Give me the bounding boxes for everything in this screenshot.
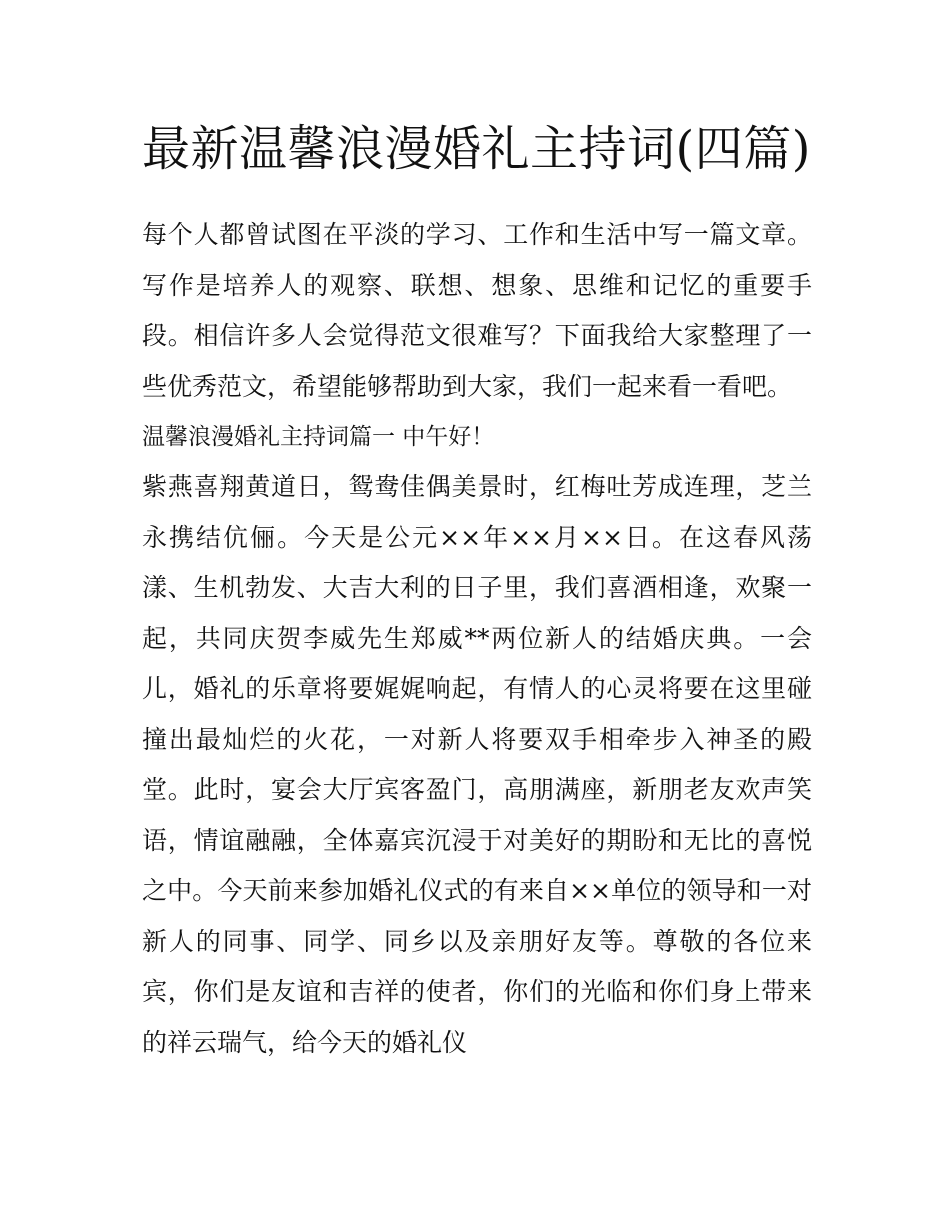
document-page [142,110,812,1068]
section-heading: 温馨浪漫婚礼主持词篇一 中午好！ [142,424,495,450]
body-paragraph: 紫燕喜翔黄道日，鸳鸯佳偶美景时，红梅吐芳成连理，芝兰永携结伉俪。今天是公元××年××月××日。在这春风荡漾、生机勃发、大吉大利的日子里，我们喜酒相逢，欢聚一起，共同庆贺李威先生郑威**两位新人的结婚庆典。一会儿，婚礼的乐章将要娓娓响起，有情人的心灵将要在这里碰撞出最灿烂的火花，一对新人将要双手相牵步入神圣的殿堂。此时，宴会大厅宾客盈门，高朋满座，新朋老友欢声笑语，情谊融融，全体嘉宾沉浸于对美好的期盼和无比的喜悦之中。今天前来参加婚礼仪式的有来自××单位的领导和一对新人的同事、同学、同乡以及亲朋好友等。尊敬的各位来宾，你们是友谊和吉祥的使者，你们的光临和你们身上带来的祥云瑞气，给今天的婚礼仪 [142,472,812,1057]
intro-paragraph: 每个人都曾试图在平淡的学习、工作和生活中写一篇文章。写作是培养人的观察、联想、想象、思维和记忆的重要手段。相信许多人会觉得范文很难写？下面我给大家整理了一些优秀范文，希望能够帮助到大家，我们一起来看一看吧。 [142,220,812,401]
document-title: 最新温馨浪漫婚礼主持词(四篇) [142,121,811,177]
